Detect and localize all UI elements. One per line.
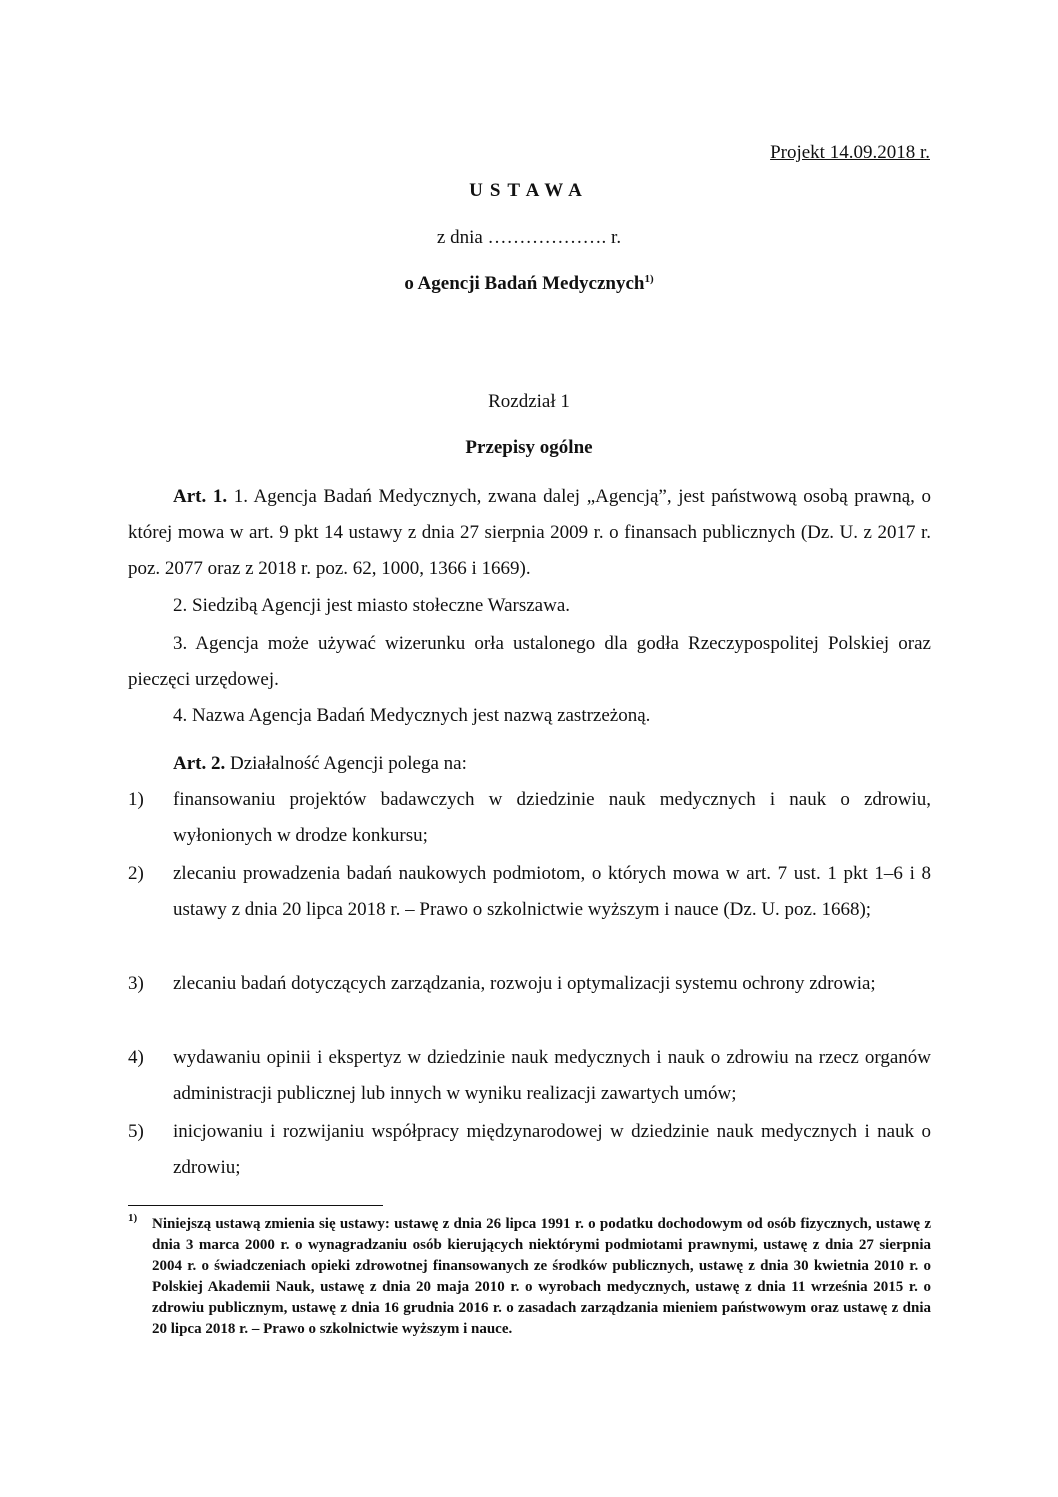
list-item-text: wydawaniu opinii i ekspertyz w dziedzinie nauk medycznych i nauk o zdrowiu na rzecz organów administracji publicznej lub innych w wyniku realizacji zawartych umów; xyxy=(173,1047,931,1104)
art2-intro xyxy=(128,746,931,782)
art1-paragraph-4: 4. Nazwa Agencja Badań Medycznych jest nazwą zastrzeżoną. xyxy=(173,705,651,726)
art2-label: Art. 2. xyxy=(173,753,226,774)
footnote-mark: 1) xyxy=(128,1212,138,1224)
act-subject-text: o Agencji Badań Medycznych xyxy=(404,273,645,294)
list-item-text: zlecaniu prowadzenia badań naukowych podmiotom, o których mowa w art. 7 ust. 1 pkt 1–6 i 8 ustawy z dnia 20 lipca 2018 r. – Prawo o szkolnictwie wyższym i nauce (Dz. U. poz. 1668); xyxy=(173,863,931,920)
list-item-text: finansowaniu projektów badawczych w dziedzinie nauk medycznych i nauk o zdrowiu, wyłonionych w drodze konkursu; xyxy=(173,789,931,846)
list-item-text: zlecaniu badań dotyczących zarządzania, rozwoju i optymalizacji systemu ochrony zdrowia; xyxy=(173,973,876,994)
footnote-reference[interactable]: 1) xyxy=(644,273,654,285)
list-item-text: inicjowaniu i rozwijaniu współpracy międzynarodowej w dziedzinie nauk medycznych i nauk o zdrowiu; xyxy=(173,1121,931,1178)
act-subject xyxy=(0,273,1058,295)
art1-paragraph-3: 3. Agencja może używać wizerunku orła ustalonego dla godła Rzeczypospolitej Polskiej oraz pieczęci urzędowej. xyxy=(128,633,931,690)
art1-p1-text: 1. Agencja Badań Medycznych, zwana dalej „Agencją”, jest państwową osobą prawną, o której mowa w art. 9 pkt 14 ustawy z dnia 27 sierpnia 2009 r. o finansach publicznych (Dz. U. z 2017 r. poz. 2077 oraz z 2018 r. poz. 62, 1000, 1366 i 1669). xyxy=(128,486,931,579)
list-item-number: 5) xyxy=(128,1121,144,1142)
act-date-line: z dnia ………………. r. xyxy=(436,227,622,248)
footnote-text: Niniejszą ustawą zmienia się ustawy: ustawę z dnia 26 lipca 1991 r. o podatku dochodowym od osób fizycznych, ustawę z dnia 3 marca 2000 r. o wynagradzaniu osób kierujących niektórymi podmiotami prawnymi, ustawę z dnia 27 sierpnia 2004 r. o świadczeniach opieki zdrowotnej finansowanych ze środków publicznych, ustawę z dnia 30 kwietnia 2010 r. o Polskiej Akademii Nauk, ustawę z dnia 20 maja 2010 r. o wyrobach medycznych, ustawę z dnia 11 września 2015 r. o zdrowiu publicznym, ustawę z dnia 16 grudnia 2016 r. o zasadach zarządzania mieniem państwowym oraz ustawę z dnia 20 lipca 2018 r. – Prawo o szkolnictwie wyższym i nauce. xyxy=(152,1216,931,1337)
art1-paragraph-2: 2. Siedzibą Agencji jest miasto stołeczne Warszawa. xyxy=(173,595,570,616)
art1-label: Art. 1. xyxy=(173,486,228,507)
act-title: USTAWA xyxy=(469,180,589,201)
draft-date: Projekt 14.09.2018 r. xyxy=(770,142,930,163)
list-item-number: 2) xyxy=(128,863,144,884)
art1-paragraph-1 xyxy=(128,479,931,587)
list-item-number: 4) xyxy=(128,1047,144,1068)
footnote-divider xyxy=(128,1205,383,1206)
list-item-number: 3) xyxy=(128,973,144,994)
list-item-number: 1) xyxy=(128,789,144,810)
art2-intro-text: Działalność Agencji polega na: xyxy=(225,753,467,774)
chapter-label: Rozdział 1 xyxy=(488,391,570,412)
chapter-title: Przepisy ogólne xyxy=(465,437,593,458)
